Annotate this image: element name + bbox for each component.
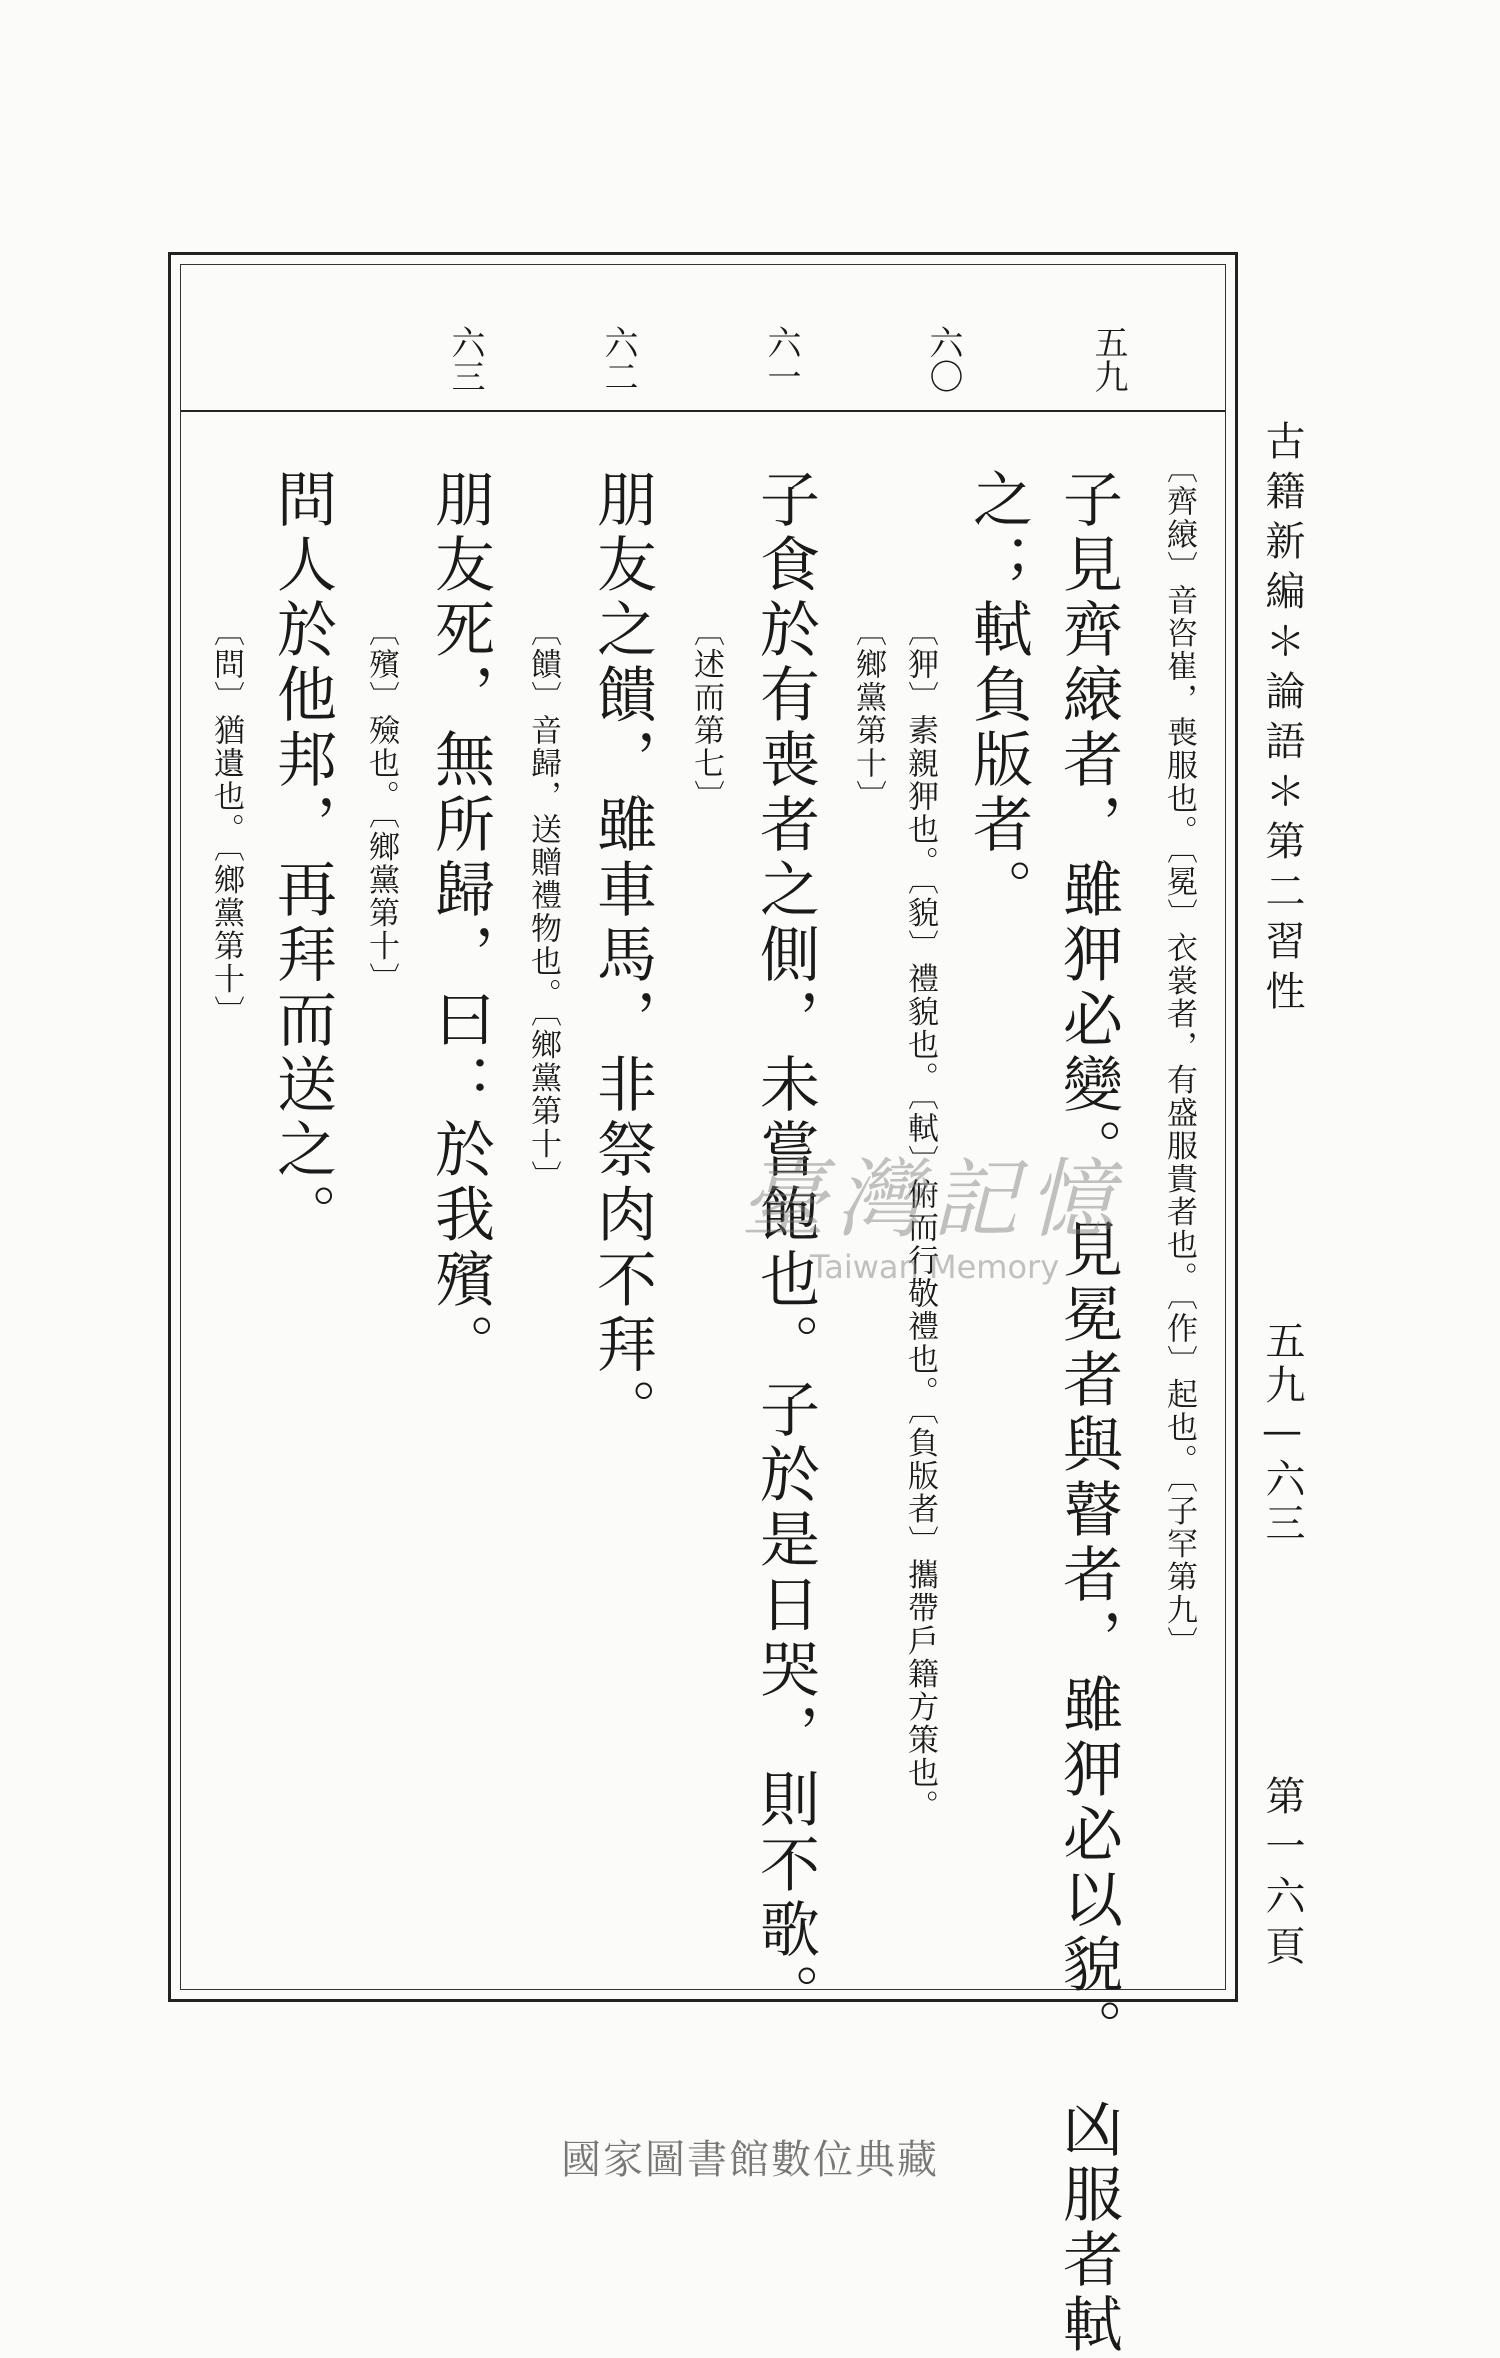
passage-59-line-2: 之；軾負版者。 bbox=[963, 468, 1033, 923]
note-59-line-2: 〔狎〕素親狎也。〔貌〕禮貌也。〔軾〕俯而行敬禮也。〔負版者〕攜帶戶籍方策也。 bbox=[902, 615, 938, 1823]
passage-61-line-1: 朋友之饋，雖車馬，非祭肉不拜。 bbox=[587, 468, 657, 1443]
note-62-line-1: 〔殯〕殮也。〔鄉黨第十〕 bbox=[363, 615, 399, 996]
watermark-english: Taiwan Memory bbox=[810, 1248, 1060, 1286]
section-number-61: 六一 bbox=[761, 325, 801, 393]
running-head-page: 第一六頁 bbox=[1259, 1775, 1305, 1975]
note-59-line-3: 〔鄉黨第十〕 bbox=[850, 615, 886, 813]
note-63-line-1: 〔問〕猶遺也。〔鄉黨第十〕 bbox=[208, 615, 244, 1029]
passage-60-line-1: 子食於有喪者之側，未嘗飽也。子於是日哭，則不歌。 bbox=[750, 468, 820, 2028]
watermark-chinese: 臺灣記憶 bbox=[740, 1150, 1124, 1250]
note-61-line-1: 〔饋〕音歸，送贈禮物也。〔鄉黨第十〕 bbox=[525, 615, 561, 1194]
section-number-60: 六〇 bbox=[923, 325, 963, 393]
section-number-row bbox=[181, 265, 1225, 412]
note-59-line-1: 〔齊縗〕音咨崔，喪服也。〔冕〕衣裳者，有盛服貴者也。〔作〕起也。〔子罕第九〕 bbox=[1161, 452, 1197, 1660]
passage-59-line-1: 子見齊縗者，雖狎必變。 見冕者與瞽者，雖狎必以貌。 凶服者軾 bbox=[1053, 468, 1123, 2358]
running-head-range: 五九—六三 bbox=[1259, 1320, 1305, 1546]
section-number-63: 六三 bbox=[445, 325, 485, 393]
note-60-line-1: 〔述而第七〕 bbox=[688, 615, 724, 813]
running-head-book: 古籍新編＊論語＊第二習性 bbox=[1259, 420, 1305, 1020]
footer-credit: 國家圖書館數位典藏 bbox=[561, 2137, 939, 2183]
passage-63-line-1: 問人於他邦，再拜而送之。 bbox=[267, 468, 337, 1248]
section-number-62: 六二 bbox=[598, 325, 638, 393]
section-number-59: 五九 bbox=[1088, 325, 1128, 393]
passage-62-line-1: 朋友死，無所歸，曰：於我殯。 bbox=[425, 468, 495, 1378]
